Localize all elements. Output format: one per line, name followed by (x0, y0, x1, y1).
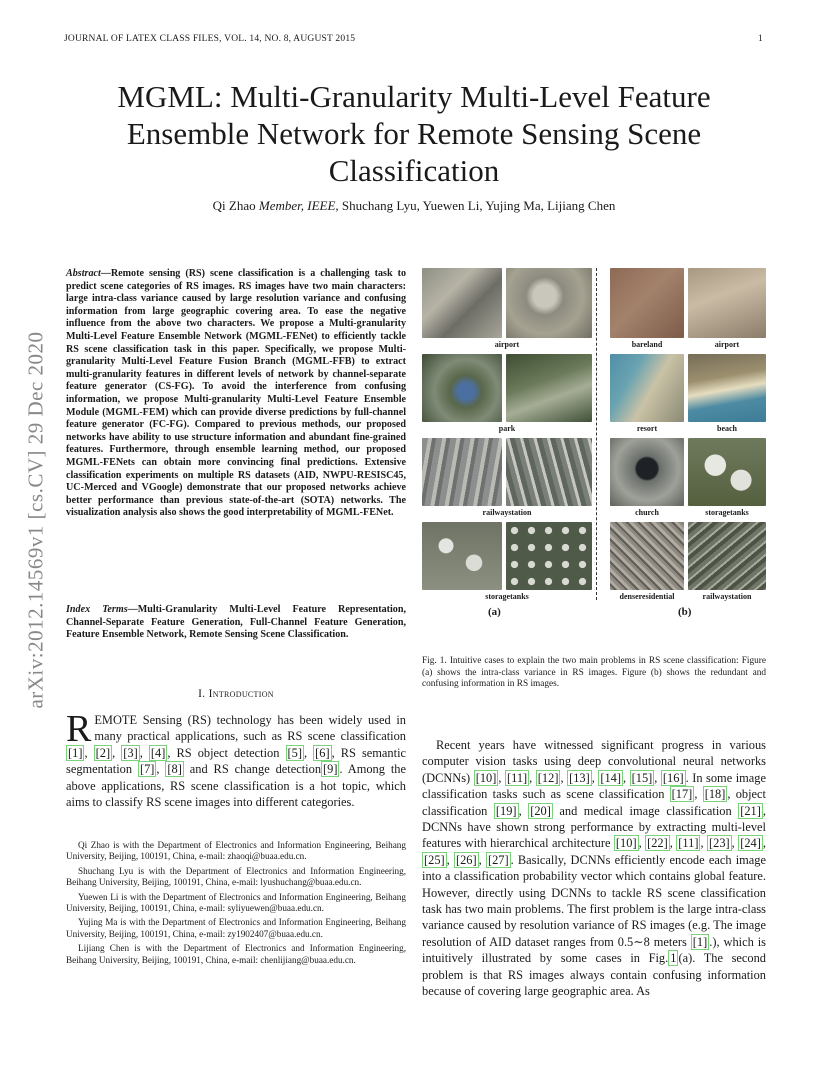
body-sep: , (560, 770, 568, 785)
scene-image (422, 354, 502, 422)
scene-image (688, 522, 766, 590)
citation-link[interactable]: [11] (678, 836, 699, 851)
citation-link[interactable]: [5] (287, 745, 302, 760)
intro-sep: , (156, 762, 166, 777)
figure-ref-link[interactable]: 1 (670, 951, 677, 966)
image-label: storagetanks (485, 592, 529, 601)
body-sep: , (591, 770, 599, 785)
image-label: denseresidential (619, 592, 675, 601)
citation-link[interactable]: [25] (424, 852, 445, 867)
scene-image (422, 438, 502, 506)
image-label: beach (717, 424, 737, 433)
figure-1 (420, 266, 768, 626)
citation-link[interactable]: [21] (740, 803, 761, 818)
citation-link[interactable]: [14] (600, 770, 622, 785)
scene-image (506, 354, 592, 422)
section-number: I. (198, 688, 206, 700)
body-sep: , (446, 852, 454, 867)
body-text: . In some image classification tasks such as scene classification (422, 770, 766, 802)
body-sep: , (498, 770, 505, 785)
author-list (60, 198, 768, 214)
author-role: Member, IEEE (258, 198, 336, 213)
index-terms-lead: Index Terms (66, 604, 128, 615)
body-sep: , (623, 770, 630, 785)
citation-link[interactable]: [20] (530, 803, 551, 818)
scene-image (688, 268, 766, 338)
citation-link[interactable]: [23] (709, 836, 730, 851)
scene-image (610, 268, 684, 338)
figure-caption: Fig. 1. Intuitive cases to explain the two main problems in RS scene classification: Figure (a) shows the intra-class variance in RS images. Figure (b) shows the redundant and confusing information in RS images. (422, 656, 766, 690)
image-label: airport (714, 340, 740, 349)
image-label: airport (494, 340, 520, 349)
abstract-text: —Remote sensing (RS) scene classification is a challenging task to predict scene categories of RS images. RS images have two main characters: large intra-class variance caused by large resolution variance and confusing information from large geographic covering area. To ease the negative influence from the above two characters. We propose a Multi-granularity Multi-Level Feature Ensemble Network (MGML-FENet) to efficiently tackle RS scene classification task in this paper. Specifically, we propose Multi-granularity Multi-Level Feature Fusion Branch (MGML-FFB) to extract multi-granularity features in different levels of network by channel-separate feature generator (CS-FG). To avoid the interference from confusing information, we propose Multi-granularity Multi-Level Feature Ensemble Module (MGML-FEM) which can provide diverse predictions by full-channel feature generator (FC-FG). Compared to previous methods, our proposed networks have ability to use structure information and abundant fine-grained features. Furthermore, through ensemble learning method, our proposed MGML-FENets can obtain more convincing final predictions. Extensive classification experiments on multiple RS datasets (AID, NWPU-RESISC45, UC-Merced and VGoogle) demonstrate that our proposed networks achieve better performance than previous state-of-the-art (SOTA) networks. The visualization analysis also shows the good interpretability of MGML-FENet. (66, 268, 406, 519)
citation-link[interactable]: [8] (167, 762, 182, 777)
arxiv-stamp (20, 280, 52, 760)
intro-text: . Among the above applications, RS scene classification is a hot topic, which aims to classify RS scene images into different categories. (66, 762, 406, 810)
author-first: Qi Zhao (212, 198, 256, 213)
body-text: (a). The second problem is that RS images always contain confusing information because of covering large geographic area. As (422, 951, 766, 999)
page-number: 1 (758, 34, 763, 44)
citation-link[interactable]: [17] (671, 787, 693, 802)
citation-link[interactable]: [11] (506, 770, 528, 785)
intro-sep: , (112, 745, 122, 760)
right-column-paragraph (422, 737, 766, 1000)
body-sep: , (694, 787, 703, 802)
image-label: railwaystation (702, 592, 752, 601)
citation-link[interactable]: [1] (68, 745, 83, 760)
section-heading (66, 688, 406, 700)
footnote: Lijiang Chen is with the Department of Electronics and Information Engineering, Beihang University, Beijing, 100191, China, e-mail: chenlijiang@buaa.edu.cn. (66, 943, 406, 965)
citation-link[interactable]: [7] (139, 762, 155, 777)
abstract-lead: Abstract (66, 268, 101, 279)
body-sep: , (529, 770, 536, 785)
footnote: Yujing Ma is with the Department of Electronics and Information Engineering, Beihang University, Beijing, 100191, China, e-mail: zy1902407@buaa.edu.cn. (66, 917, 406, 939)
citation-link[interactable]: [6] (315, 745, 330, 760)
body-sep: , (731, 836, 739, 851)
index-terms (66, 604, 406, 642)
footnote: Yuewen Li is with the Department of Electronics and Information Engineering, Beihang University, Beijing, 100191, China, e-mail: syliyuewen@buaa.edu.cn. (66, 891, 406, 914)
body-text: , DCNNs have shown strong performance by extracting multi-level features with hierarchical architecture (422, 803, 766, 851)
citation-link[interactable]: [22] (647, 836, 668, 851)
figure-divider (596, 268, 597, 600)
intro-text: , RS semantic segmentation (66, 745, 407, 777)
body-sep: , (669, 836, 677, 851)
image-label: resort (636, 424, 658, 433)
image-label: bareland (631, 340, 663, 349)
citation-link[interactable]: [24] (740, 836, 761, 851)
body-sep: , (762, 836, 766, 851)
footnotes (66, 840, 406, 969)
body-sep: , (654, 770, 661, 785)
image-label: church (635, 508, 659, 517)
intro-sep: , (139, 745, 149, 760)
scene-image (688, 354, 766, 422)
citation-link[interactable]: [19] (495, 803, 517, 818)
body-text: . Basically, DCNNs efficiently encode each image into a classification probability vector which contains global feature. However, directly using DCNNs to tackle RS scene classification task has two main problems. The first problem is the large intra-class variance caused by resolution variance of RS images (e.g. The image resolution of AID dataset ranges from 0.5∼8 meters (422, 852, 766, 949)
scene-image (610, 522, 684, 590)
scene-image (610, 438, 684, 506)
body-sep: , (478, 852, 486, 867)
citation-link[interactable]: [2] (95, 745, 111, 760)
intro-paragraph (66, 708, 407, 810)
subfigure-label-a: (a) (488, 606, 501, 618)
citation-link[interactable]: [3] (123, 745, 138, 760)
image-label: railwaystation (482, 508, 532, 517)
intro-sep: , (84, 745, 94, 760)
body-text: Recent years have witnessed significant progress in various computer vision tasks using deep convolutional neural networks (DCNNs) (422, 738, 766, 785)
footnote: Shuchang Lyu is with the Department of Electronics and Information Engineering, Beihang University, Beijing, 100191, China, e-mail: lyushuchang@buaa.edu.cn. (66, 865, 406, 888)
subfigure-label-b: (b) (678, 606, 692, 618)
image-label: storagetanks (705, 508, 749, 517)
intro-text: EMOTE Sensing (RS) technology has been widely used in many practical applications, such as RS scene classification (94, 713, 406, 744)
arxiv-stamp-text: arXiv:2012.14569v1 [cs.CV] 29 Dec 2020 (23, 331, 48, 709)
body-sep: , (638, 836, 646, 851)
scene-image (610, 354, 684, 422)
scene-image (506, 522, 592, 590)
citation-link[interactable]: [4] (150, 745, 166, 760)
scene-image (422, 268, 502, 338)
intro-sep: , (303, 745, 314, 760)
citation-link[interactable]: [26] (455, 852, 477, 867)
scene-image (506, 438, 592, 506)
section-name: Introduction (208, 688, 274, 700)
citation-link[interactable]: [1] (692, 934, 708, 949)
citation-link[interactable]: [13] (569, 770, 590, 785)
abstract (66, 268, 406, 520)
body-text: and medical image classification (552, 803, 739, 818)
citation-link[interactable]: [9] (323, 762, 338, 777)
running-header: JOURNAL OF LATEX CLASS FILES, VOL. 14, NO. 8, AUGUST 2015 (64, 34, 356, 44)
citation-link[interactable]: [15] (631, 770, 653, 785)
citation-link[interactable]: [18] (704, 787, 726, 802)
body-sep: , (518, 803, 529, 818)
paper-title: MGML: Multi-Granularity Multi-Level Feature Ensemble Network for Remote Sensing Scene Classification (117, 79, 711, 188)
scene-image (506, 268, 592, 338)
citation-link[interactable]: [10] (475, 770, 497, 785)
body-text: .), which is intuitively illustrated by some cases in Fig. (422, 934, 766, 966)
body-text: , object classification (422, 787, 766, 818)
intro-text: and RS change detection (183, 762, 322, 777)
index-terms-text: —Multi-Granularity Multi-Level Feature Representation, Channel-Separate Feature Generation, Full-Channel Feature Generation, Feature Ensemble Network, Remote Sensing Scene Classification. (66, 604, 406, 641)
scene-image (422, 522, 502, 590)
citation-link[interactable]: [10] (615, 836, 637, 851)
drop-cap: R (66, 708, 92, 750)
citation-link[interactable]: [16] (662, 770, 684, 785)
author-rest: , Shuchang Lyu, Yuewen Li, Yujing Ma, Lijiang Chen (335, 198, 616, 213)
footnote: Qi Zhao is with the Department of Electronics and Information Engineering, Beihang University, Beijing, 100191, China, e-mail: zhaoqi@buaa.edu.cn. (66, 840, 406, 862)
body-sep: , (700, 836, 708, 851)
citation-link[interactable]: [27] (487, 852, 509, 867)
citation-link[interactable]: [12] (537, 770, 559, 785)
scene-image (688, 438, 766, 506)
intro-text: , RS object detection (167, 745, 286, 760)
image-label: park (498, 424, 516, 433)
